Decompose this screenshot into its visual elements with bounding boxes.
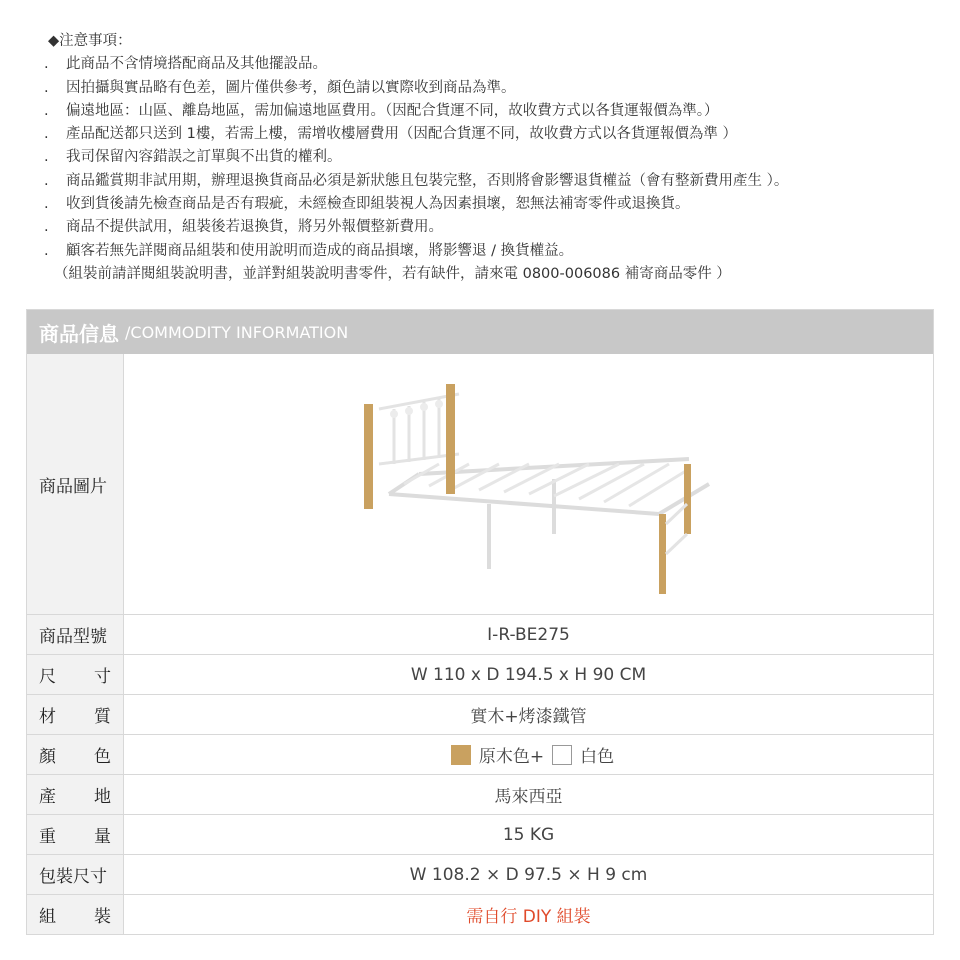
notice-item: . 我司保留內容錯誤之訂單與不出貨的權利。: [44, 149, 342, 166]
notice-item: . 因拍攝與實品略有色差，圖片僅供參考，顏色請以實際收到商品為準。: [44, 79, 516, 96]
image-label: 商品圖片: [27, 354, 124, 614]
row-image: [27, 354, 933, 614]
row-origin: [27, 774, 933, 814]
notice-item: . 偏遠地區：山區、離島地區，需加偏遠地區費用。（因配合貨運不同，故收費方式以各貨運報價為準。）: [44, 102, 719, 119]
info-header-subtitle: /COMMODITY INFORMATION: [125, 322, 349, 342]
row-material: [27, 694, 933, 734]
package-label: 包裝尺寸: [27, 855, 124, 894]
notice-title: ◆注意事項：: [48, 33, 132, 49]
notice-item: . 顧客若無先詳閱商品組裝和使用說明而造成的商品損壞，將影響退 / 換貨權益。: [44, 242, 574, 259]
notice-item: . 商品不提供試用，組裝後若退換貨，將另外報價整新費用。: [44, 219, 443, 236]
white-color-swatch: [552, 745, 572, 765]
notice-item: . 產品配送都只送到 1樓，若需上樓，需增收樓層費用（因配合貨運不同，故收費方式以各貨運報價為準 ）: [44, 126, 737, 143]
model-label: 商品型號: [27, 615, 124, 654]
color-label: 顏 色: [27, 735, 124, 774]
row-color: [27, 734, 933, 774]
origin-label: 產 地: [27, 775, 124, 814]
origin-value: 馬來西亞: [494, 787, 563, 807]
color-value: 原木色+ 白色: [124, 735, 933, 774]
row-weight: [27, 814, 933, 854]
notice-item: . 收到貨後請先檢查商品是否有瑕疵，未經檢查即組裝視人為因素損壞，恕無法補寄零件或退換貨。: [44, 196, 690, 213]
weight-label: 重 量: [27, 815, 124, 854]
material-value: 實木+烤漆鐵管: [470, 707, 587, 727]
size-value: W 110 x D 194.5 x H 90 CM: [410, 664, 647, 685]
notice-item: . 此商品不含情境搭配商品及其他擺設品。: [44, 56, 327, 73]
product-image: [124, 354, 933, 614]
info-header-title: 商品信息: [39, 321, 119, 346]
size-label: 尺 寸: [27, 655, 124, 694]
package-value: W 108.2 × D 97.5 × H 9 cm: [409, 864, 648, 885]
row-model: [27, 614, 933, 654]
row-package: [27, 854, 933, 894]
row-size: [27, 654, 933, 694]
info-header: [27, 310, 933, 354]
material-label: 材 質: [27, 695, 124, 734]
assembly-label: 組 裝: [27, 895, 124, 934]
bed-frame-illustration: [329, 364, 729, 604]
wood-color-swatch: [451, 745, 471, 765]
row-assembly: [27, 894, 933, 934]
notice-item: . 商品鑑賞期非試用期，辦理退換貨商品必須是新狀態且包裝完整，否則將會影響退貨權益（會有整新費用產生 ）。: [44, 172, 789, 189]
commodity-info-table: [26, 309, 934, 935]
assembly-value: 需自行 DIY 組裝: [466, 907, 591, 927]
notice-closing: （組裝前請詳閱組裝說明書，並詳對組裝說明書零件，若有缺件，請來電 0800-006086 補寄商品零件 ）: [54, 265, 731, 282]
notice-section: [44, 30, 944, 286]
weight-value: 15 KG: [502, 824, 555, 845]
model-value: I-R-BE275: [487, 624, 570, 645]
